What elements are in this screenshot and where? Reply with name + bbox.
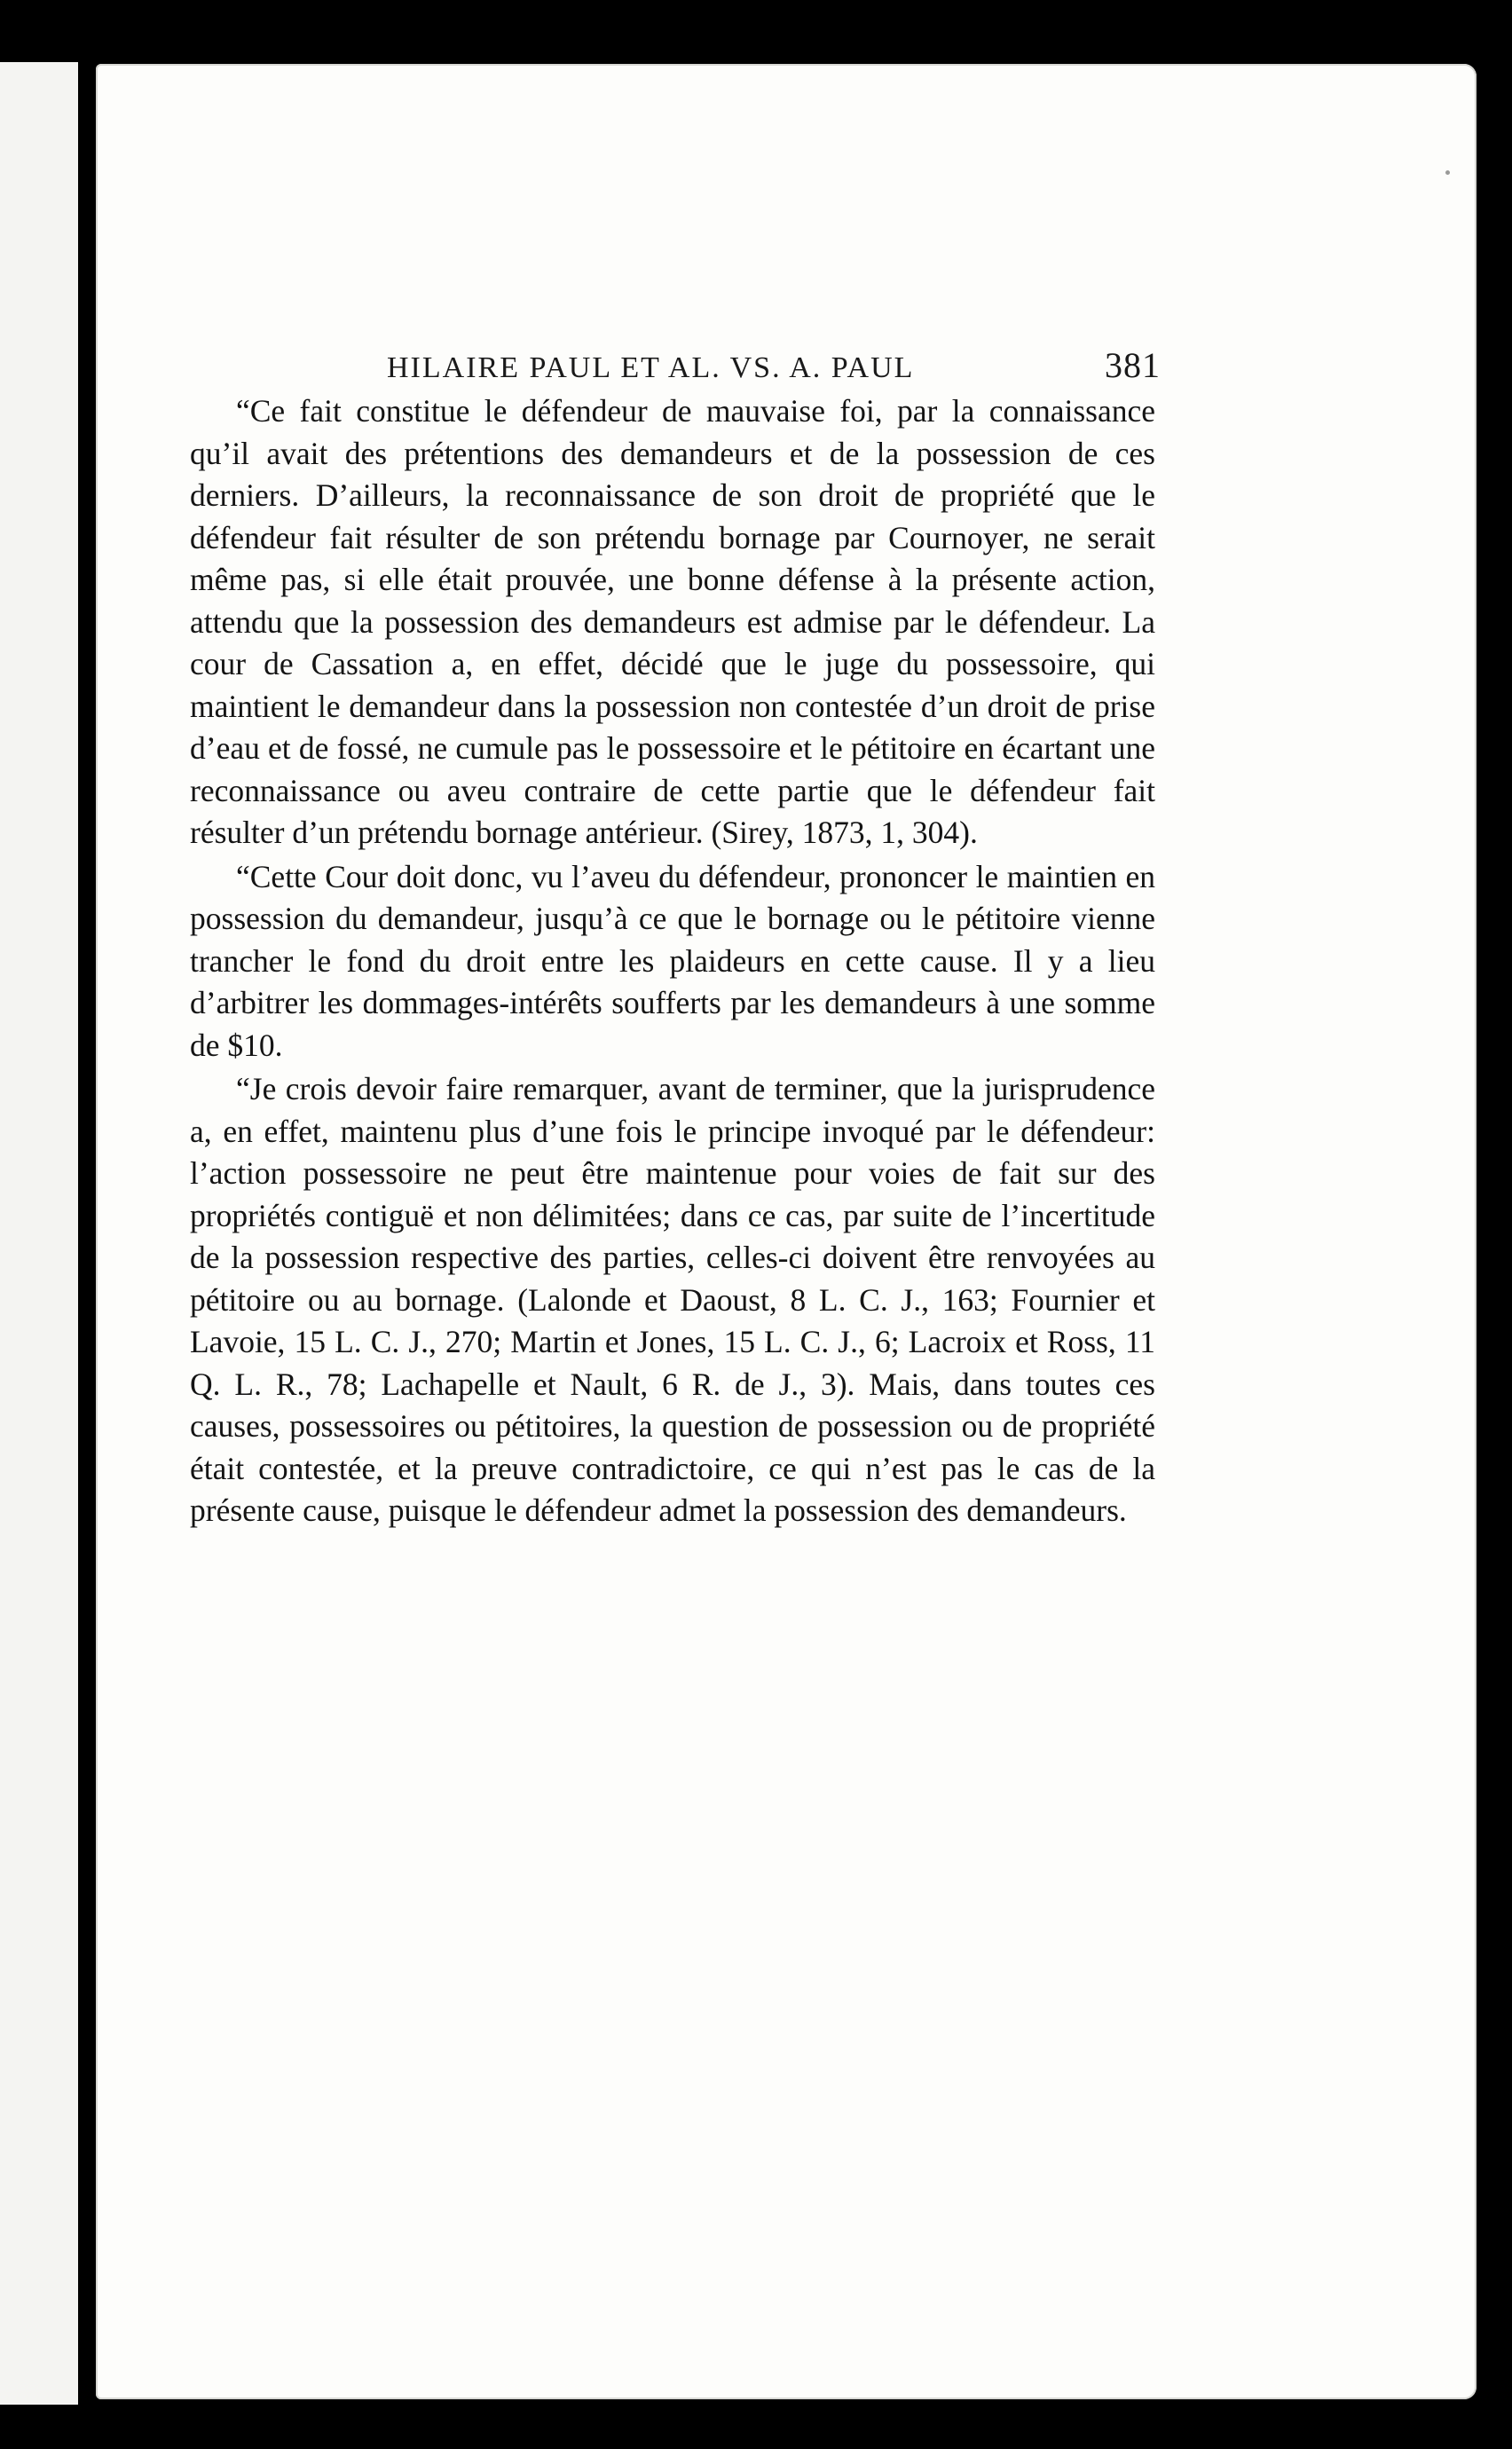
facing-page-edge — [0, 62, 78, 2405]
page-header — [387, 344, 1161, 394]
paragraph-1: “Ce fait constitue le défendeur de mauvaise foi, par la connaissance qu’il avait des prétentions des demandeurs et de la possession de ces derniers. D’ailleurs, la reconnaissance de son droit de propriété que le défendeur fait résulter de son prétendu bornage par Cournoyer, ne serait même pas, si elle était prouvée, une bonne défense à la présente action, attendu que la possession des demandeurs est admise par le défendeur. La cour de Cassation a, en effet, décidé que le juge du possessoire, qui maintient le demandeur dans la possession non contestée d’un droit de prise d’eau et de fossé, ne cumule pas le possessoire et le pétitoire en écartant une reconnaissance ou aveu contraire de cette partie que le défendeur fait résulter d’un prétendu bornage antérieur. (Sirey, 1873, 1, 304). — [190, 393, 1155, 850]
paper-speck — [1445, 170, 1450, 175]
page-number: 381 — [1105, 345, 1161, 385]
running-title: HILAIRE PAUL ET AL. VS. A. PAUL — [387, 351, 915, 384]
body-text — [190, 390, 1155, 1532]
paragraph-2: “Cette Cour doit donc, vu l’aveu du défendeur, prononcer le maintien en possession du demandeur, jusqu’à ce que le bornage ou le pétitoire vienne trancher le fond du droit entre les plaideurs en cette cause. Il y a lieu d’arbitrer les dommages-intérêts soufferts par les demandeurs à une somme de $10. — [190, 858, 1155, 1063]
paragraph-3: “Je crois devoir faire remarquer, avant de terminer, que la jurisprudence a, en effet, maintenu plus d’une fois le principe invoqué par le défendeur: l’action possessoire ne peut être maintenue pour voies de fait sur des propriétés contiguë et non délimitées; dans ce cas, par suite de l’incertitude de la possession respective des parties, celles-ci doivent être renvoyées au pétitoire ou au bornage. (Lalonde et Daoust, 8 L. C. J., 163; Fournier et Lavoie, 15 L. C. J., 270; Martin et Jones, 15 L. C. J., 6; Lacroix et Ross, 11 Q. L. R., 78; Lachapelle et Nault, 6 R. de J., 3). Mais, dans toutes ces causes, possessoires ou pétitoires, la question de possession ou de propriété était contestée, et la preuve contradictoire, ce qui n’est pas le cas de la présente cause, puisque le défendeur admet la possession des demandeurs. — [190, 1071, 1155, 1528]
